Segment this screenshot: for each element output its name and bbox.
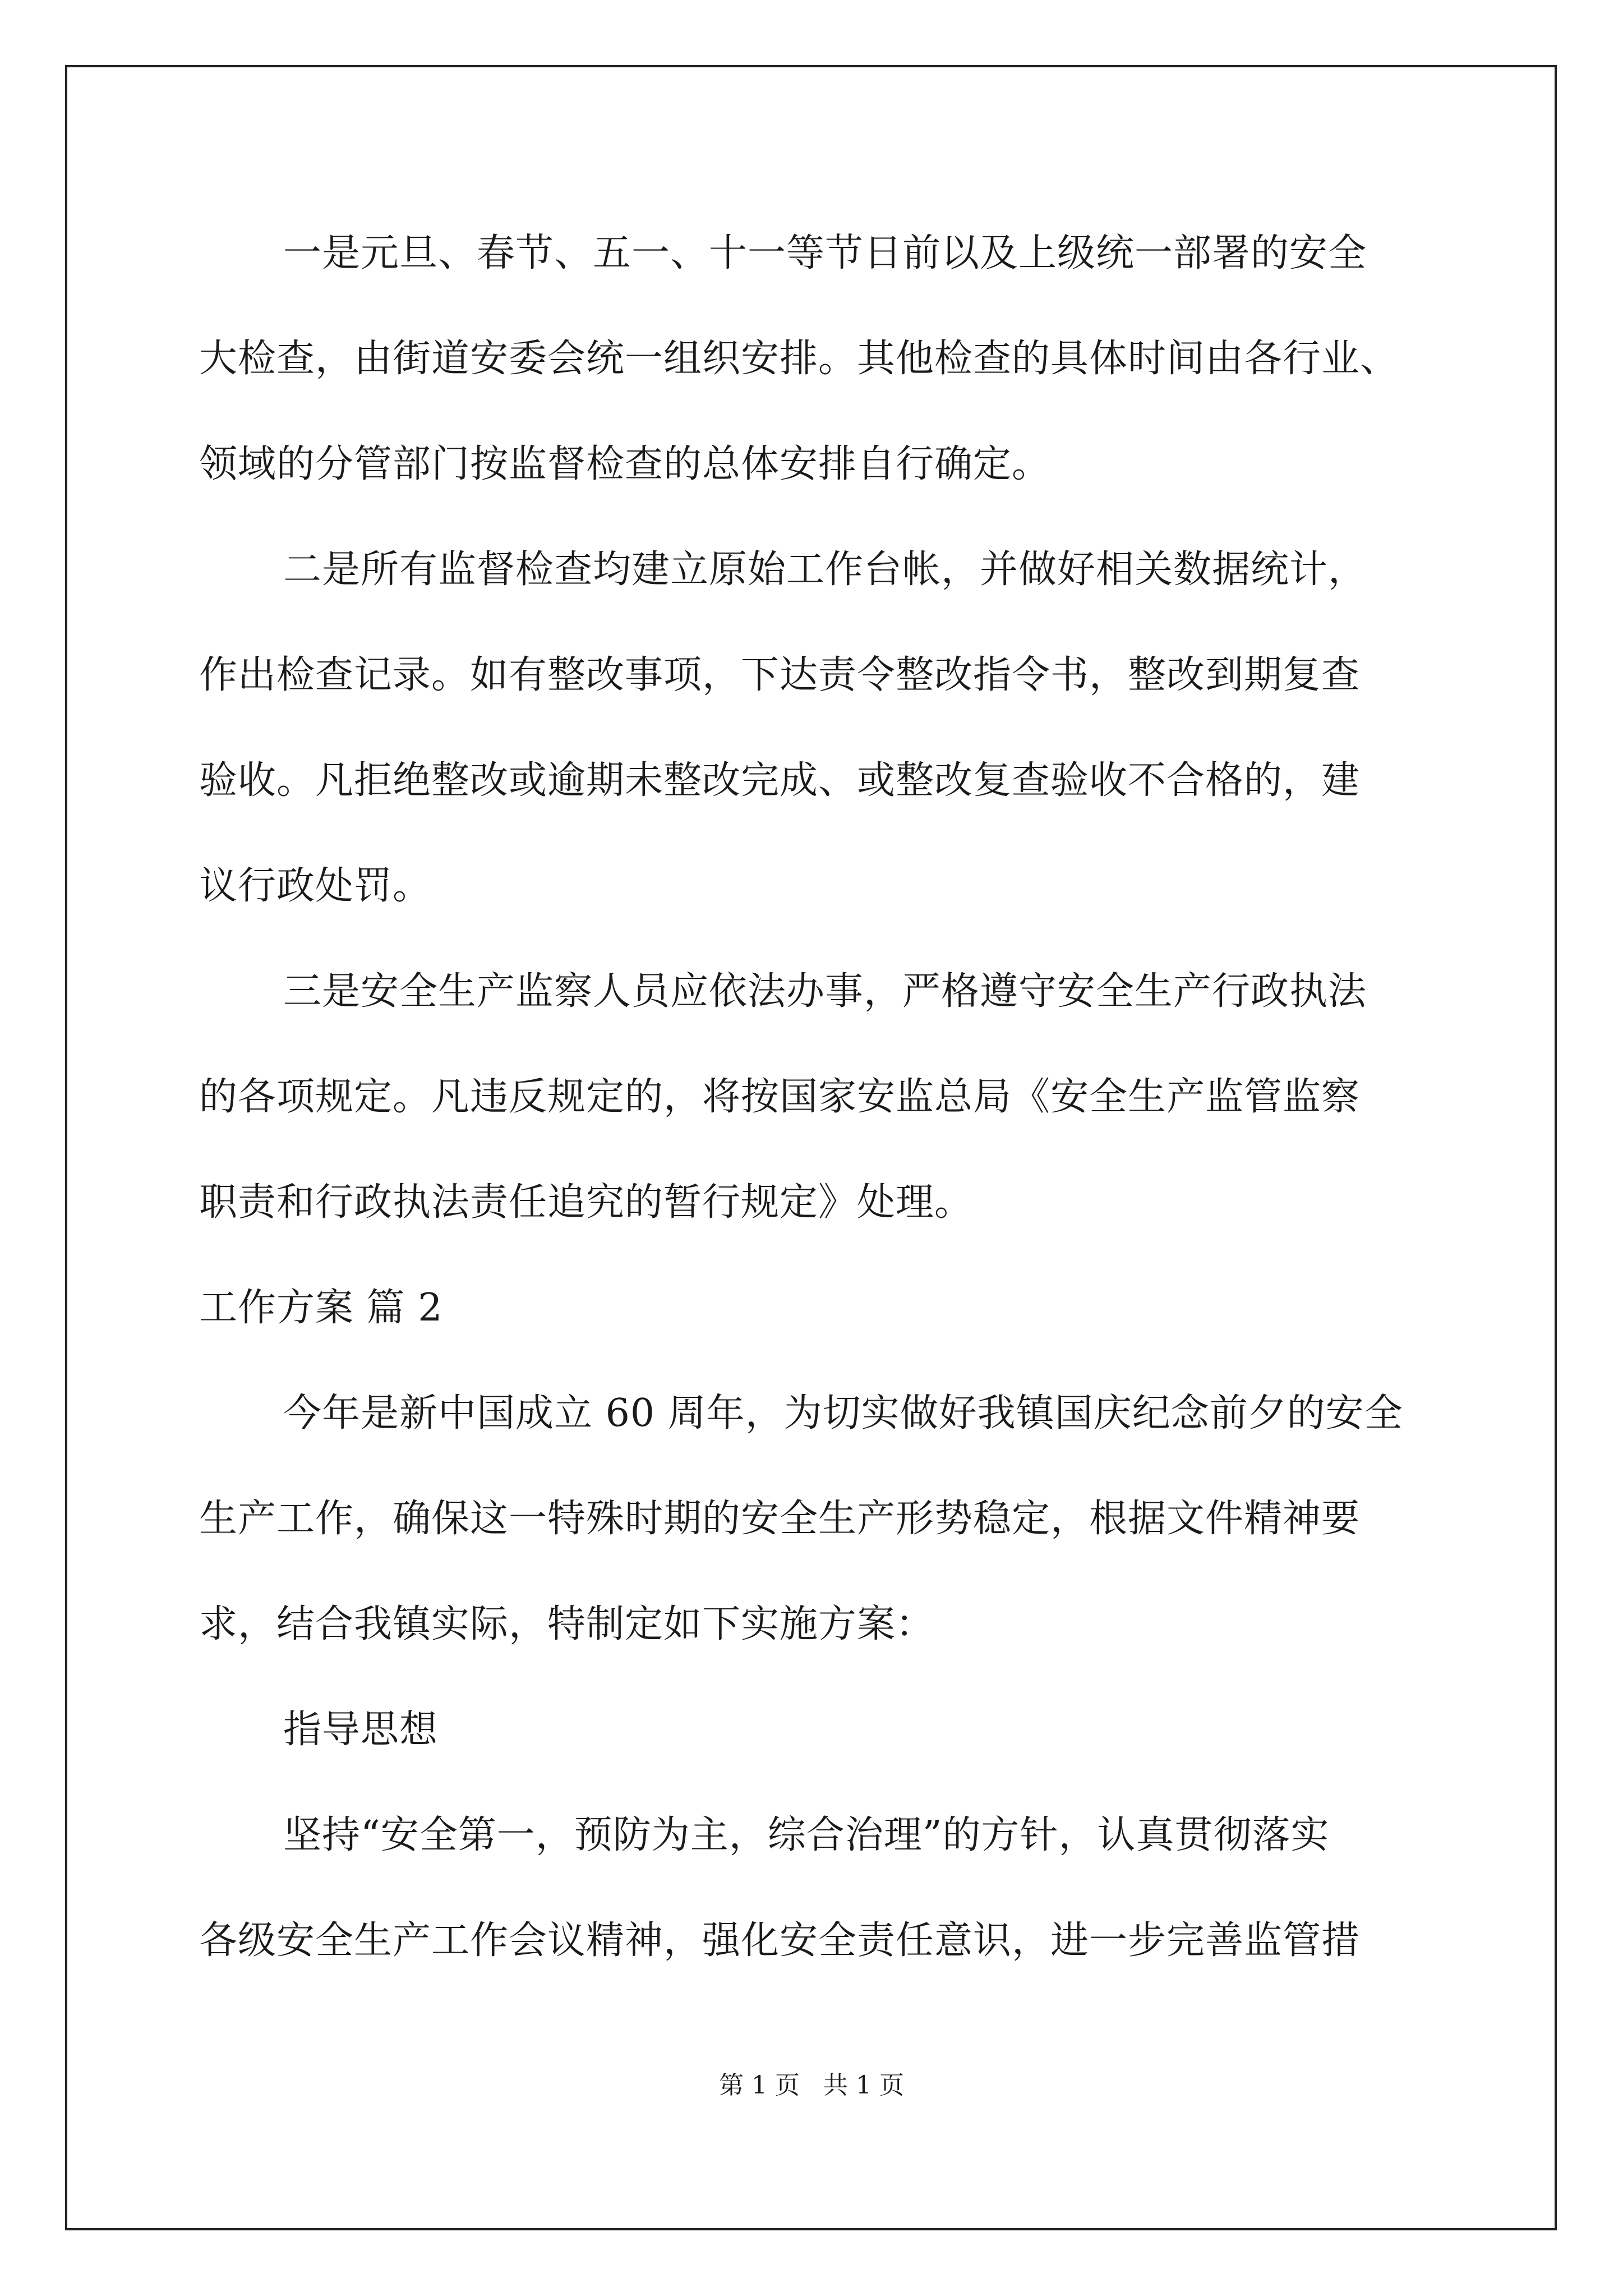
paragraph-line: 大检查，由街道安委会统一组织安排。其他检查的具体时间由各行业、 xyxy=(199,337,1399,381)
paragraph-line: 领域的分管部门按监督检查的总体安排自行确定。 xyxy=(199,442,1051,486)
paragraph-line: 各级安全生产工作会议精神，强化安全责任意识，进一步完善监管措 xyxy=(199,1918,1361,1963)
paragraph-line: 的各项规定。凡违反规定的，将按国家安监总局《安全生产监管监察 xyxy=(199,1075,1361,1119)
paragraph-line: 一是元旦、春节、五一、十一等节日前以及上级统一部署的安全 xyxy=(283,231,1367,275)
page-border xyxy=(65,65,1557,2230)
paragraph-line: 职责和行政执法责任追究的暂行规定》处理。 xyxy=(199,1180,974,1225)
page-number-footer: 第 1 页 共 1 页 xyxy=(719,2071,904,2100)
paragraph-line: 二是所有监督检查均建立原始工作台帐，并做好相关数据统计， xyxy=(283,547,1367,592)
paragraph-line: 验收。凡拒绝整改或逾期未整改完成、或整改复查验收不合格的，建 xyxy=(199,758,1361,803)
paragraph-line: 议行政处罚。 xyxy=(199,864,432,908)
subheading: 指导思想 xyxy=(283,1708,439,1752)
paragraph-line: 求，结合我镇实际，特制定如下实施方案： xyxy=(199,1602,935,1646)
paragraph-line: 坚持“安全第一，预防为主，综合治理”的方针，认真贯彻落实 xyxy=(283,1813,1330,1857)
paragraph-line: 三是安全生产监察人员应依法办事，严格遵守安全生产行政执法 xyxy=(283,969,1367,1014)
paragraph-line: 作出检查记录。如有整改事项，下达责令整改指令书，整改到期复查 xyxy=(199,653,1361,697)
paragraph-line: 今年是新中国成立 60 周年，为切实做好我镇国庆纪念前夕的安全 xyxy=(283,1391,1403,1435)
paragraph-line: 生产工作，确保这一特殊时期的安全生产形势稳定，根据文件精神要 xyxy=(199,1497,1361,1541)
section-heading: 工作方案 篇 2 xyxy=(199,1286,443,1330)
